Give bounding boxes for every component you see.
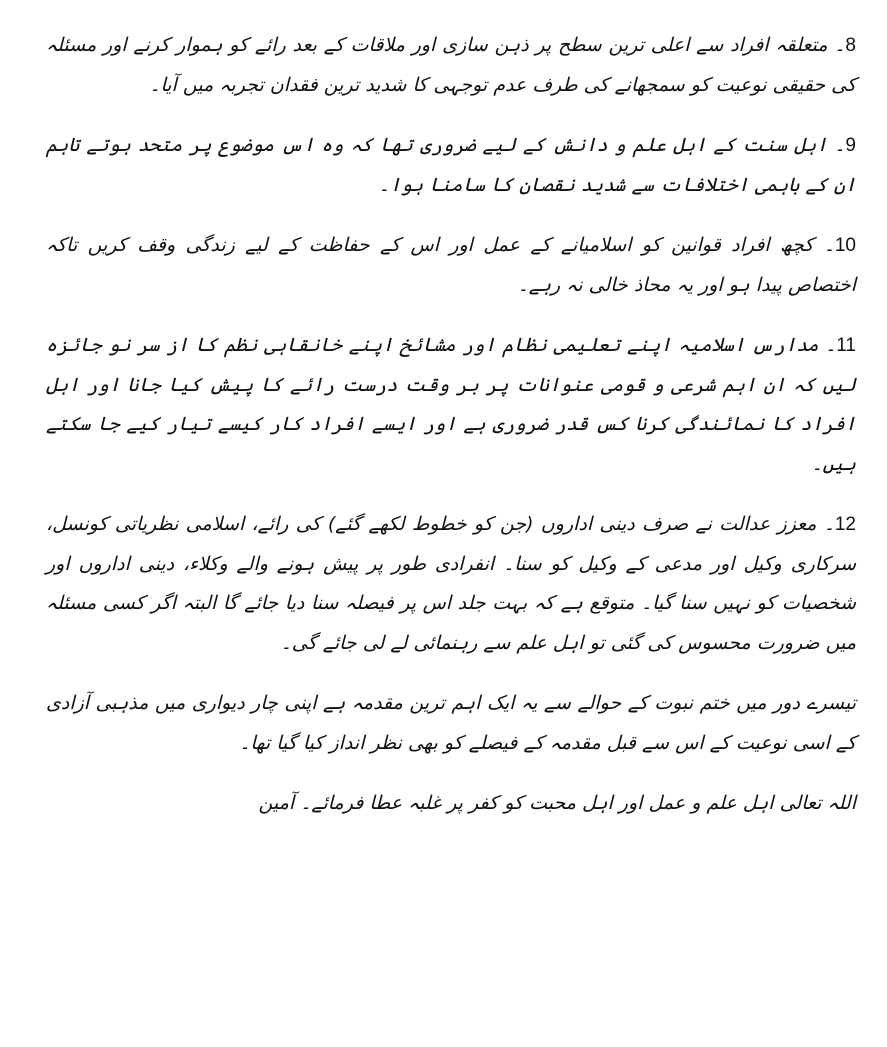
document-body — [46, 26, 856, 845]
paragraph-text: ۔ کچھ افراد قوانین کو اسلامیانے کے عمل اور اس کے حفاظت کے لیے زندگی وقف کریں تاکہ اختصاص پیدا ہو اور یہ محاذ خالی نہ رہے۔ — [46, 234, 856, 296]
paragraph-10 — [46, 226, 856, 305]
paragraph-number: 12 — [834, 514, 856, 535]
paragraph-number: 9 — [845, 135, 856, 156]
paragraph-text: ۔ معزز عدالت نے صرف دینی اداروں (جن کو خطوط لکھے گئے) کی رائے، اسلامی نظریاتی کونسل، سرکاری وکیل اور مدعی کے وکیل کو سنا۔ انفرادی طور پر پیش ہونے والے وکلاء، دینی اداروں اور شخصیات کو نہیں سنا گیا۔ متوقع ہے کہ بہت جلد اس پر فیصلہ سنا دیا جائے گا البتہ اگر کسی مسئلہ میں ضرورت محسوس کی گئی تو اہل علم سے رہنمائی لے لی جائے گی۔ — [46, 513, 856, 654]
paragraph-number: 8 — [845, 35, 856, 56]
paragraph-number: 10 — [834, 235, 856, 256]
paragraph-text: ۔ اہل سنت کے اہل علم و دانش کے لیے ضروری تھا کہ وہ اس موضوع پر متحد ہوتے تاہم ان کے باہمی اختلافات سے شدید نقصان کا سامنا ہوا۔ — [46, 134, 856, 196]
paragraph-9 — [46, 126, 856, 205]
paragraph-12 — [46, 505, 856, 663]
paragraph-khatm-e-nabuwwat — [46, 684, 856, 763]
paragraph-8 — [46, 26, 856, 105]
paragraph-number: 11 — [836, 335, 856, 356]
paragraph-text: ۔ متعلقہ افراد سے اعلی ترین سطح پر ذہن سازی اور ملاقات کے بعد رائے کو ہموار کرنے اور مسئلہ کی حقیقی نوعیت کو سمجھانے کی طرف عدم توجہی کا شدید ترین فقدان تجربہ میں آیا۔ — [46, 34, 856, 96]
paragraph-closing-prayer — [46, 784, 856, 824]
paragraph-11 — [46, 326, 856, 484]
paragraph-text: تیسرے دور میں ختم نبوت کے حوالے سے یہ ایک اہم ترین مقدمہ ہے اپنی چار دیواری میں مذہبی آزادی کے اسی نوعیت کے اس سے قبل مقدمہ کے فیصلے کو بھی نظر انداز کیا گیا تھا۔ — [46, 692, 856, 754]
paragraph-text: ۔ مدارس اسلامیہ اپنے تعلیمی نظام اور مشائخ اپنے خانقاہی نظم کا از سر نو جائزہ لیں کہ ان اہم شرعی و قومی عنوانات پر بر وقت درست رائے کا پیش کیا جانا اور اہل افراد کا نمائندگی کرنا کس قدر ضروری ہے اور ایسے افراد کار کیسے تیار کیے جا سکتے ہیں۔ — [46, 334, 856, 475]
paragraph-text: اللہ تعالی اہل علم و عمل اور اہل محبت کو کفر پر غلبہ عطا فرمائے۔ آمین — [258, 792, 856, 814]
